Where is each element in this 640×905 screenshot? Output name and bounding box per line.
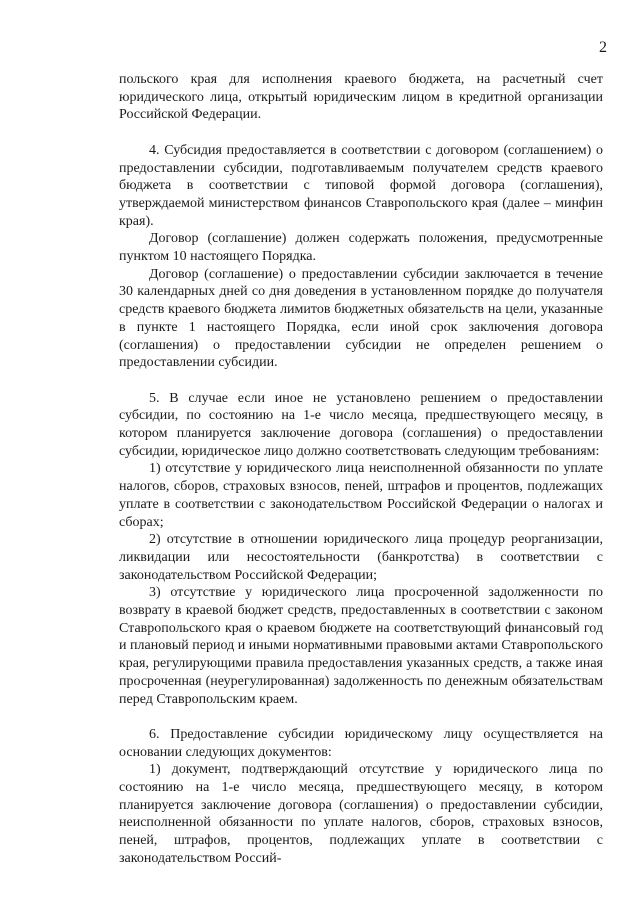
paragraph-requirement-3: 3) отсутствие у юридического лица просроченной задолженности по возврату в краевой бюджет средств, предоставленных в соответствии с законом Ставропольского края о краевом бюджете на соответствующий финансовый год и плановый период и иными нормативными правовыми актами Ставропольского края, регулирующими правила предоставления указанных средств, а также иная просроченная (неурегулированная) задолженность по денежным обязательствам перед Ставропольским краем. xyxy=(119,585,603,707)
paragraph-gap xyxy=(119,124,603,142)
paragraph-requirement-2: 2) отсутствие в отношении юридического лица процедур реорганизации, ликвидации или несостоятельности (банкротства) в соответствии с законодательством Российской Федерации; xyxy=(119,532,603,583)
paragraph-agreement-term: Договор (соглашение) о предоставлении субсидии заключается в течение 30 календарных дней со дня доведения в установленном порядке до получателя средств краевого бюджета лимитов бюджетных обязательств на цели, указанные в пункте 1 настоящего Порядка, если иной срок заключения договора (соглашения) о предоставлении субсидии не определен решением о предоставлении субсидии. xyxy=(119,266,603,371)
paragraph-clause-5: 5. В случае если иное не установлено решением о предоставлении субсидии, по состоянию на 1-е число месяца, предшествующего месяцу, в котором планируется заключение договора (соглашения) о предоставлении субсидии, юридическое лицо должно соответствовать следующим требованиям: xyxy=(119,390,603,459)
paragraph-agreement-content: Договор (соглашение) должен содержать положения, предусмотренные пунктом 10 настоящего Порядка. xyxy=(119,231,603,265)
paragraph-continuation: польского края для исполнения краевого бюджета, на расчетный счет юридического лица, открытый юридическим лицом в кредитной организации Российской Федерации. xyxy=(119,72,603,123)
paragraph-clause-4: 4. Субсидия предоставляется в соответствии с договором (соглашением) о предоставлении субсидии, подготавливаемым получателем средств краевого бюджета в соответствии с типовой формой договора (соглашения), утверждаемой министерством финансов Ставропольского края (далее – минфин края). xyxy=(119,142,603,229)
paragraph-clause-6: 6. Предоставление субсидии юридическому лицу осуществляется на основании следующих документов: xyxy=(119,726,603,760)
paragraph-gap xyxy=(119,372,603,390)
page-number: 2 xyxy=(599,39,607,56)
document-body xyxy=(119,71,603,868)
paragraph-gap xyxy=(119,708,603,726)
paragraph-requirement-1: 1) отсутствие у юридического лица неисполненной обязанности по уплате налогов, сборов, страховых взносов, пеней, штрафов и процентов, подлежащих уплате в соответствии с законодательством Российской Федерации о налогах и сборах; xyxy=(119,461,603,530)
paragraph-document-1: 1) документ, подтверждающий отсутствие у юридического лица по состоянию на 1-е число месяца, предшествующего месяцу, в котором планируется заключение договора (соглашения) о предоставлении субсидии, неисполненной обязанности по уплате налогов, сборов, страховых взносов, пеней, штрафов, процентов, подлежащих уплате в соответствии с законодательством Россий- xyxy=(119,762,603,866)
